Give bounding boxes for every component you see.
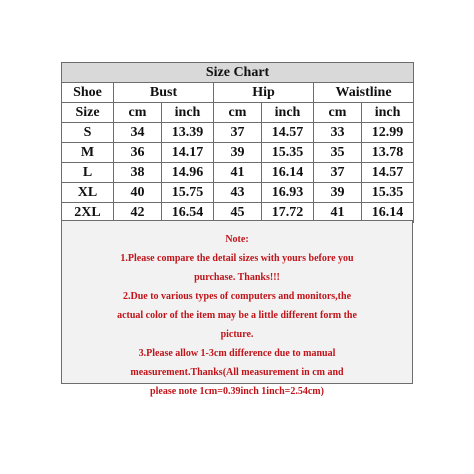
table-cell: 13.78 [362, 143, 414, 163]
table-cell: 14.96 [162, 163, 214, 183]
size-chart-table [61, 62, 414, 223]
table-cell: 34 [114, 123, 162, 143]
table-row [62, 163, 414, 183]
table-cell: 13.39 [162, 123, 214, 143]
table-cell: 45 [214, 203, 262, 223]
table-cell: 41 [214, 163, 262, 183]
note-line: actual color of the item may be a little different form the [117, 310, 357, 321]
table-cell: 35 [314, 143, 362, 163]
header-bust: Bust [114, 83, 214, 103]
table-cell: 33 [314, 123, 362, 143]
table-cell: 38 [114, 163, 162, 183]
header-waist-inch: inch [362, 103, 414, 123]
note-line: 2.Due to various types of computers and monitors,the [122, 291, 352, 302]
header-waist-cm: cm [314, 103, 362, 123]
table-cell: XL [62, 183, 114, 203]
table-cell: 39 [214, 143, 262, 163]
table-row [62, 143, 414, 163]
table-cell: 42 [114, 203, 162, 223]
header-waistline: Waistline [314, 83, 414, 103]
header-hip: Hip [214, 83, 314, 103]
table-cell: 37 [214, 123, 262, 143]
size-chart-title: Size Chart [62, 63, 414, 83]
table-cell: 16.14 [262, 163, 314, 183]
table-cell: 43 [214, 183, 262, 203]
note-line: measurement.Thanks(All measurement in cm and [130, 367, 344, 378]
table-cell: 17.72 [262, 203, 314, 223]
table-cell: 14.17 [162, 143, 214, 163]
table-cell: 37 [314, 163, 362, 183]
header-hip-inch: inch [262, 103, 314, 123]
note-line: 3.Please allow 1-3cm difference due to manual [138, 348, 336, 359]
table-cell: 15.75 [162, 183, 214, 203]
table-cell: L [62, 163, 114, 183]
header-shoe: Shoe [62, 83, 114, 103]
table-row [62, 183, 414, 203]
table-cell: 15.35 [262, 143, 314, 163]
table-cell: 39 [314, 183, 362, 203]
header-size: Size [62, 103, 114, 123]
table-cell: 40 [114, 183, 162, 203]
header-bust-inch: inch [162, 103, 214, 123]
table-cell: M [62, 143, 114, 163]
size-chart [61, 62, 413, 223]
table-row [62, 123, 414, 143]
table-cell: 14.57 [362, 163, 414, 183]
note-box [61, 220, 413, 397]
table-cell: 15.35 [362, 183, 414, 203]
table-cell: 12.99 [362, 123, 414, 143]
note-line: purchase. Thanks!!! [194, 272, 280, 283]
note-heading: Note: [225, 234, 249, 245]
header-hip-cm: cm [214, 103, 262, 123]
table-cell: 36 [114, 143, 162, 163]
note-line: please note 1cm=0.39inch 1inch=2.54cm) [150, 386, 324, 397]
table-cell: 2XL [62, 203, 114, 223]
table-cell: 16.93 [262, 183, 314, 203]
header-bust-cm: cm [114, 103, 162, 123]
table-cell: 41 [314, 203, 362, 223]
table-cell: S [62, 123, 114, 143]
table-cell: 16.54 [162, 203, 214, 223]
note-line: picture. [220, 329, 254, 340]
table-cell: 16.14 [362, 203, 414, 223]
table-cell: 14.57 [262, 123, 314, 143]
note-line: 1.Please compare the detail sizes with yours before you [120, 253, 354, 264]
